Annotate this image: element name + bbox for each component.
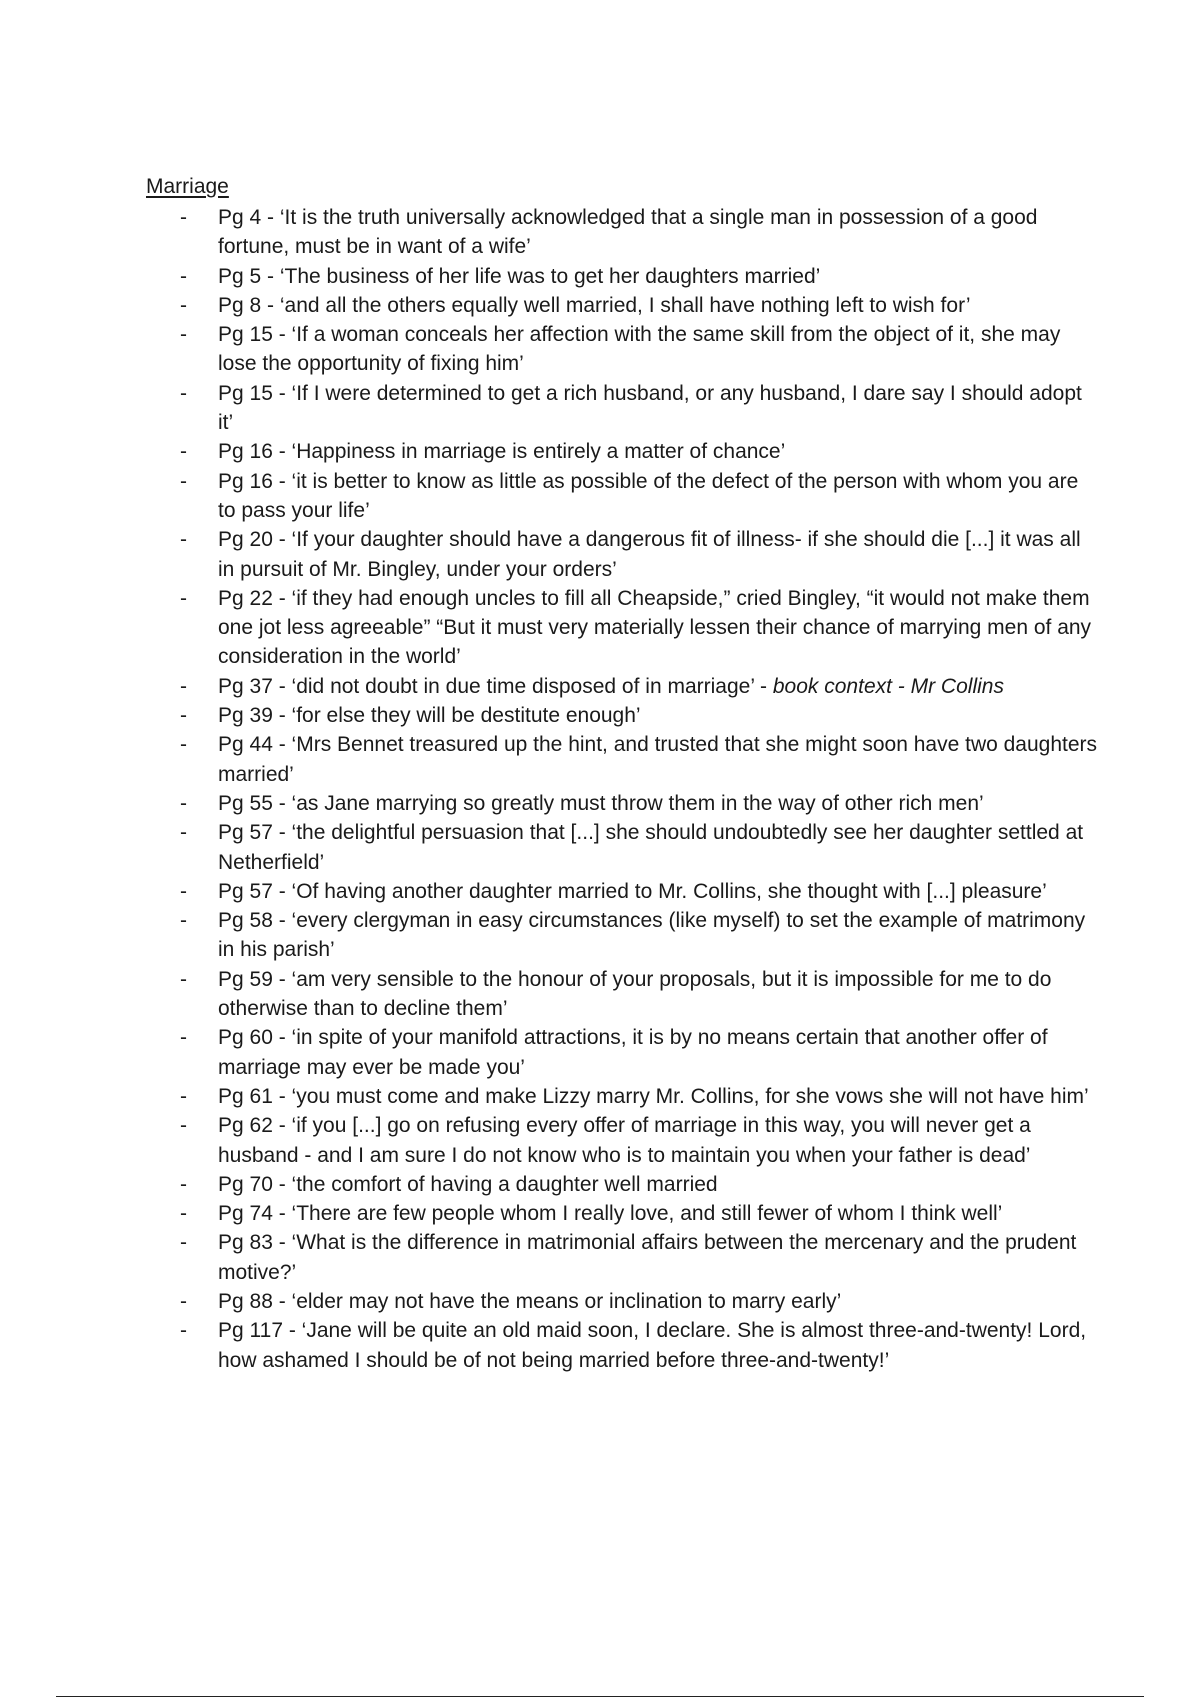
bullet-dash: - [180, 1202, 187, 1226]
quote-item [146, 818, 1098, 877]
quote-text: Pg 57 - ‘the delightful persuasion that [...] she should undoubtedly see her daughter settled at Netherfield’ [218, 821, 1084, 874]
quote-text: Pg 83 - ‘What is the difference in matrimonial affairs between the mercenary and the prudent motive?’ [218, 1231, 1077, 1284]
quote-item [146, 437, 1098, 466]
bullet-dash: - [180, 528, 187, 552]
quote-item [146, 1316, 1098, 1375]
quote-text: Pg 59 - ‘am very sensible to the honour of your proposals, but it is impossible for me to do otherwise than to decline them’ [218, 967, 1052, 1021]
quote-item [146, 1287, 1098, 1316]
bullet-dash: - [180, 206, 187, 229]
quote-text: Pg 117 - ‘Jane will be quite an old maid soon, I declare. She is almost three-and-twenty! Lord, how ashamed I should be of not being married before three-and-twenty!’ [218, 1319, 1087, 1372]
bullet-dash: - [180, 586, 187, 610]
quote-text: Pg 61 - ‘you must come and make Lizzy marry Mr. Collins, for she vows she will not have him’ [218, 1084, 1089, 1108]
quote-item [146, 789, 1098, 818]
quote-item [146, 379, 1098, 438]
quote-item [146, 1199, 1098, 1228]
quote-text: Pg 62 - ‘if you [...] go on refusing every offer of marriage in this way, you will never get a husband - and I am sure I do not know who is to maintain you when your father is dead’ [218, 1114, 1031, 1167]
quote-text: Pg 8 - ‘and all the others equally well married, I shall have nothing left to wish for’ [218, 293, 971, 317]
quote-item [146, 584, 1098, 672]
bullet-dash: - [180, 909, 187, 933]
quote-item [146, 1111, 1098, 1170]
bullet-dash: - [180, 323, 187, 347]
quote-text: Pg 70 - ‘the comfort of having a daughter well married [218, 1172, 718, 1196]
quote-text: Pg 4 - ‘It is the truth universally acknowledged that a single man in possession of a good fortune, must be in want of a wife’ [218, 206, 1038, 259]
quote-text: Pg 55 - ‘as Jane marrying so greatly must throw them in the way of other rich men’ [218, 791, 984, 815]
quote-item [146, 291, 1098, 320]
quote-item [146, 203, 1098, 262]
quote-item [146, 525, 1098, 584]
quote-item [146, 1023, 1098, 1082]
quote-item [146, 262, 1098, 291]
quote-text: Pg 16 - ‘Happiness in marriage is entirely a matter of chance’ [218, 440, 786, 464]
bullet-dash: - [180, 879, 187, 903]
quote-text: Pg 44 - ‘Mrs Bennet treasured up the hint, and trusted that she might soon have two daughters married’ [218, 733, 1098, 786]
quote-item [146, 1228, 1098, 1287]
quote-item [146, 877, 1098, 906]
quote-text: Pg 58 - ‘every clergyman in easy circumstances (like myself) to set the example of matrimony in his parish’ [218, 909, 1086, 962]
bullet-dash: - [180, 293, 187, 317]
bullet-dash: - [180, 381, 187, 405]
quote-text: Pg 16 - ‘it is better to know as little as possible of the defect of the person with whom you are to pass your life’ [218, 469, 1079, 522]
quote-text: Pg 5 - ‘The business of her life was to get her daughters married’ [218, 264, 821, 288]
bullet-dash: - [180, 469, 187, 493]
quote-text: Pg 60 - ‘in spite of your manifold attractions, it is by no means certain that another offer of marriage may ever be made you’ [218, 1026, 1048, 1079]
bullet-dash: - [180, 1084, 187, 1108]
bullet-dash: - [180, 1114, 187, 1138]
bullet-dash: - [180, 704, 187, 728]
bullet-dash: - [180, 1319, 187, 1343]
quote-context-note: book context - Mr Collins [772, 674, 1004, 698]
bullet-dash: - [180, 1172, 187, 1196]
bullet-dash: - [180, 1026, 187, 1050]
section-heading: Marriage [146, 175, 229, 198]
bullet-dash: - [180, 1289, 187, 1313]
quote-text: Pg 15 - ‘If a woman conceals her affection with the same skill from the object of it, she may lose the opportunity of fixing him’ [218, 323, 1061, 376]
bullet-dash: - [180, 967, 187, 991]
quote-item [146, 906, 1098, 965]
quote-text: Pg 74 - ‘There are few people whom I really love, and still fewer of whom I think well’ [218, 1202, 1003, 1226]
quote-item [146, 467, 1098, 526]
quote-text: Pg 20 - ‘If your daughter should have a dangerous fit of illness- if she should die [...] it was all in pursuit of Mr. Bingley, under your orders’ [218, 528, 1081, 581]
quote-item [146, 1170, 1098, 1199]
bullet-dash: - [180, 674, 187, 698]
quote-text: Pg 39 - ‘for else they will be destitute enough’ [218, 704, 641, 728]
page-bottom-rule [56, 1696, 1144, 1697]
quote-text: Pg 15 - ‘If I were determined to get a rich husband, or any husband, I dare say I should adopt it’ [218, 381, 1082, 435]
document-content [146, 173, 1096, 1375]
quote-item [146, 965, 1098, 1024]
bullet-dash: - [180, 440, 187, 464]
quote-text: Pg 37 - ‘did not doubt in due time disposed of in marriage’ - [218, 674, 773, 698]
bullet-dash: - [180, 791, 187, 815]
bullet-dash: - [180, 1231, 187, 1255]
quote-item [146, 730, 1098, 789]
bullet-dash: - [180, 821, 187, 845]
quote-text: Pg 22 - ‘if they had enough uncles to fill all Cheapside,” cried Bingley, “it would not make them one jot less agreeable” “But it must very materially lessen their chance of marrying men of any consideration in the world’ [218, 586, 1092, 669]
quote-list [146, 203, 1096, 1375]
bullet-dash: - [180, 264, 187, 288]
quote-text: Pg 57 - ‘Of having another daughter married to Mr. Collins, she thought with [...] pleasure’ [218, 879, 1047, 903]
bullet-dash: - [180, 733, 187, 757]
quote-item [146, 320, 1098, 379]
quote-item [146, 1082, 1098, 1111]
quote-item [146, 701, 1098, 730]
quote-text: Pg 88 - ‘elder may not have the means or inclination to marry early’ [218, 1289, 842, 1313]
quote-item [146, 672, 1098, 701]
